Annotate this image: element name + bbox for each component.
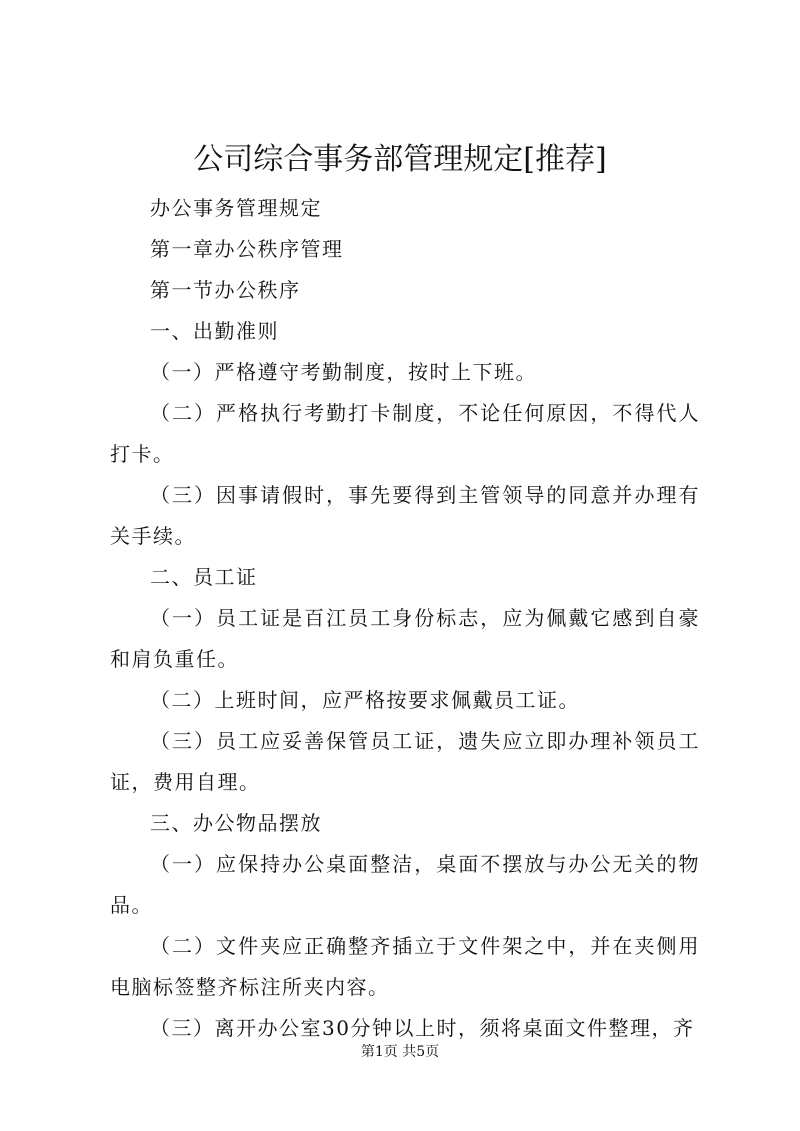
- paragraph: 三、办公物品摆放: [150, 811, 322, 835]
- paragraph: （二）严格执行考勤打卡制度，不论任何原因，不得代人打卡。: [110, 401, 700, 466]
- paragraph: （三）员工应妥善保管员工证，遗失应立即办理补领员工证，费用自理。: [110, 729, 700, 794]
- paragraph: 第一章办公秩序管理: [150, 237, 344, 261]
- paragraph: （二）文件夹应正确整齐插立于文件架之中，并在夹侧用电脑标签整齐标注所夹内容。: [110, 934, 700, 999]
- paragraph: （二）上班时间，应严格按要求佩戴员工证。: [150, 688, 580, 712]
- paragraph: （一）员工证是百江员工身份标志，应为佩戴它感到自豪和肩负重任。: [110, 606, 700, 671]
- paragraph: 二、员工证: [150, 565, 258, 589]
- paragraph: 办公事务管理规定: [150, 196, 322, 220]
- document-body: [110, 188, 700, 1049]
- document-title: 公司综合事务部管理规定[推荐]: [193, 142, 607, 177]
- paragraph: 一、出勤准则: [150, 319, 279, 343]
- paragraph: （三）因事请假时，事先要得到主管领导的同意并办理有关手续。: [110, 483, 700, 548]
- paragraph: （一）应保持办公桌面整洁，桌面不摆放与办公无关的物品。: [110, 852, 700, 917]
- paragraph: 第一节办公秩序: [150, 278, 301, 302]
- paragraph: （三）离开办公室30分钟以上时，须将桌面文件整理，齐: [150, 1016, 695, 1040]
- paragraph: （一）严格遵守考勤制度，按时上下班。: [150, 360, 537, 384]
- page-footer: 第1页 共5页: [360, 1044, 440, 1060]
